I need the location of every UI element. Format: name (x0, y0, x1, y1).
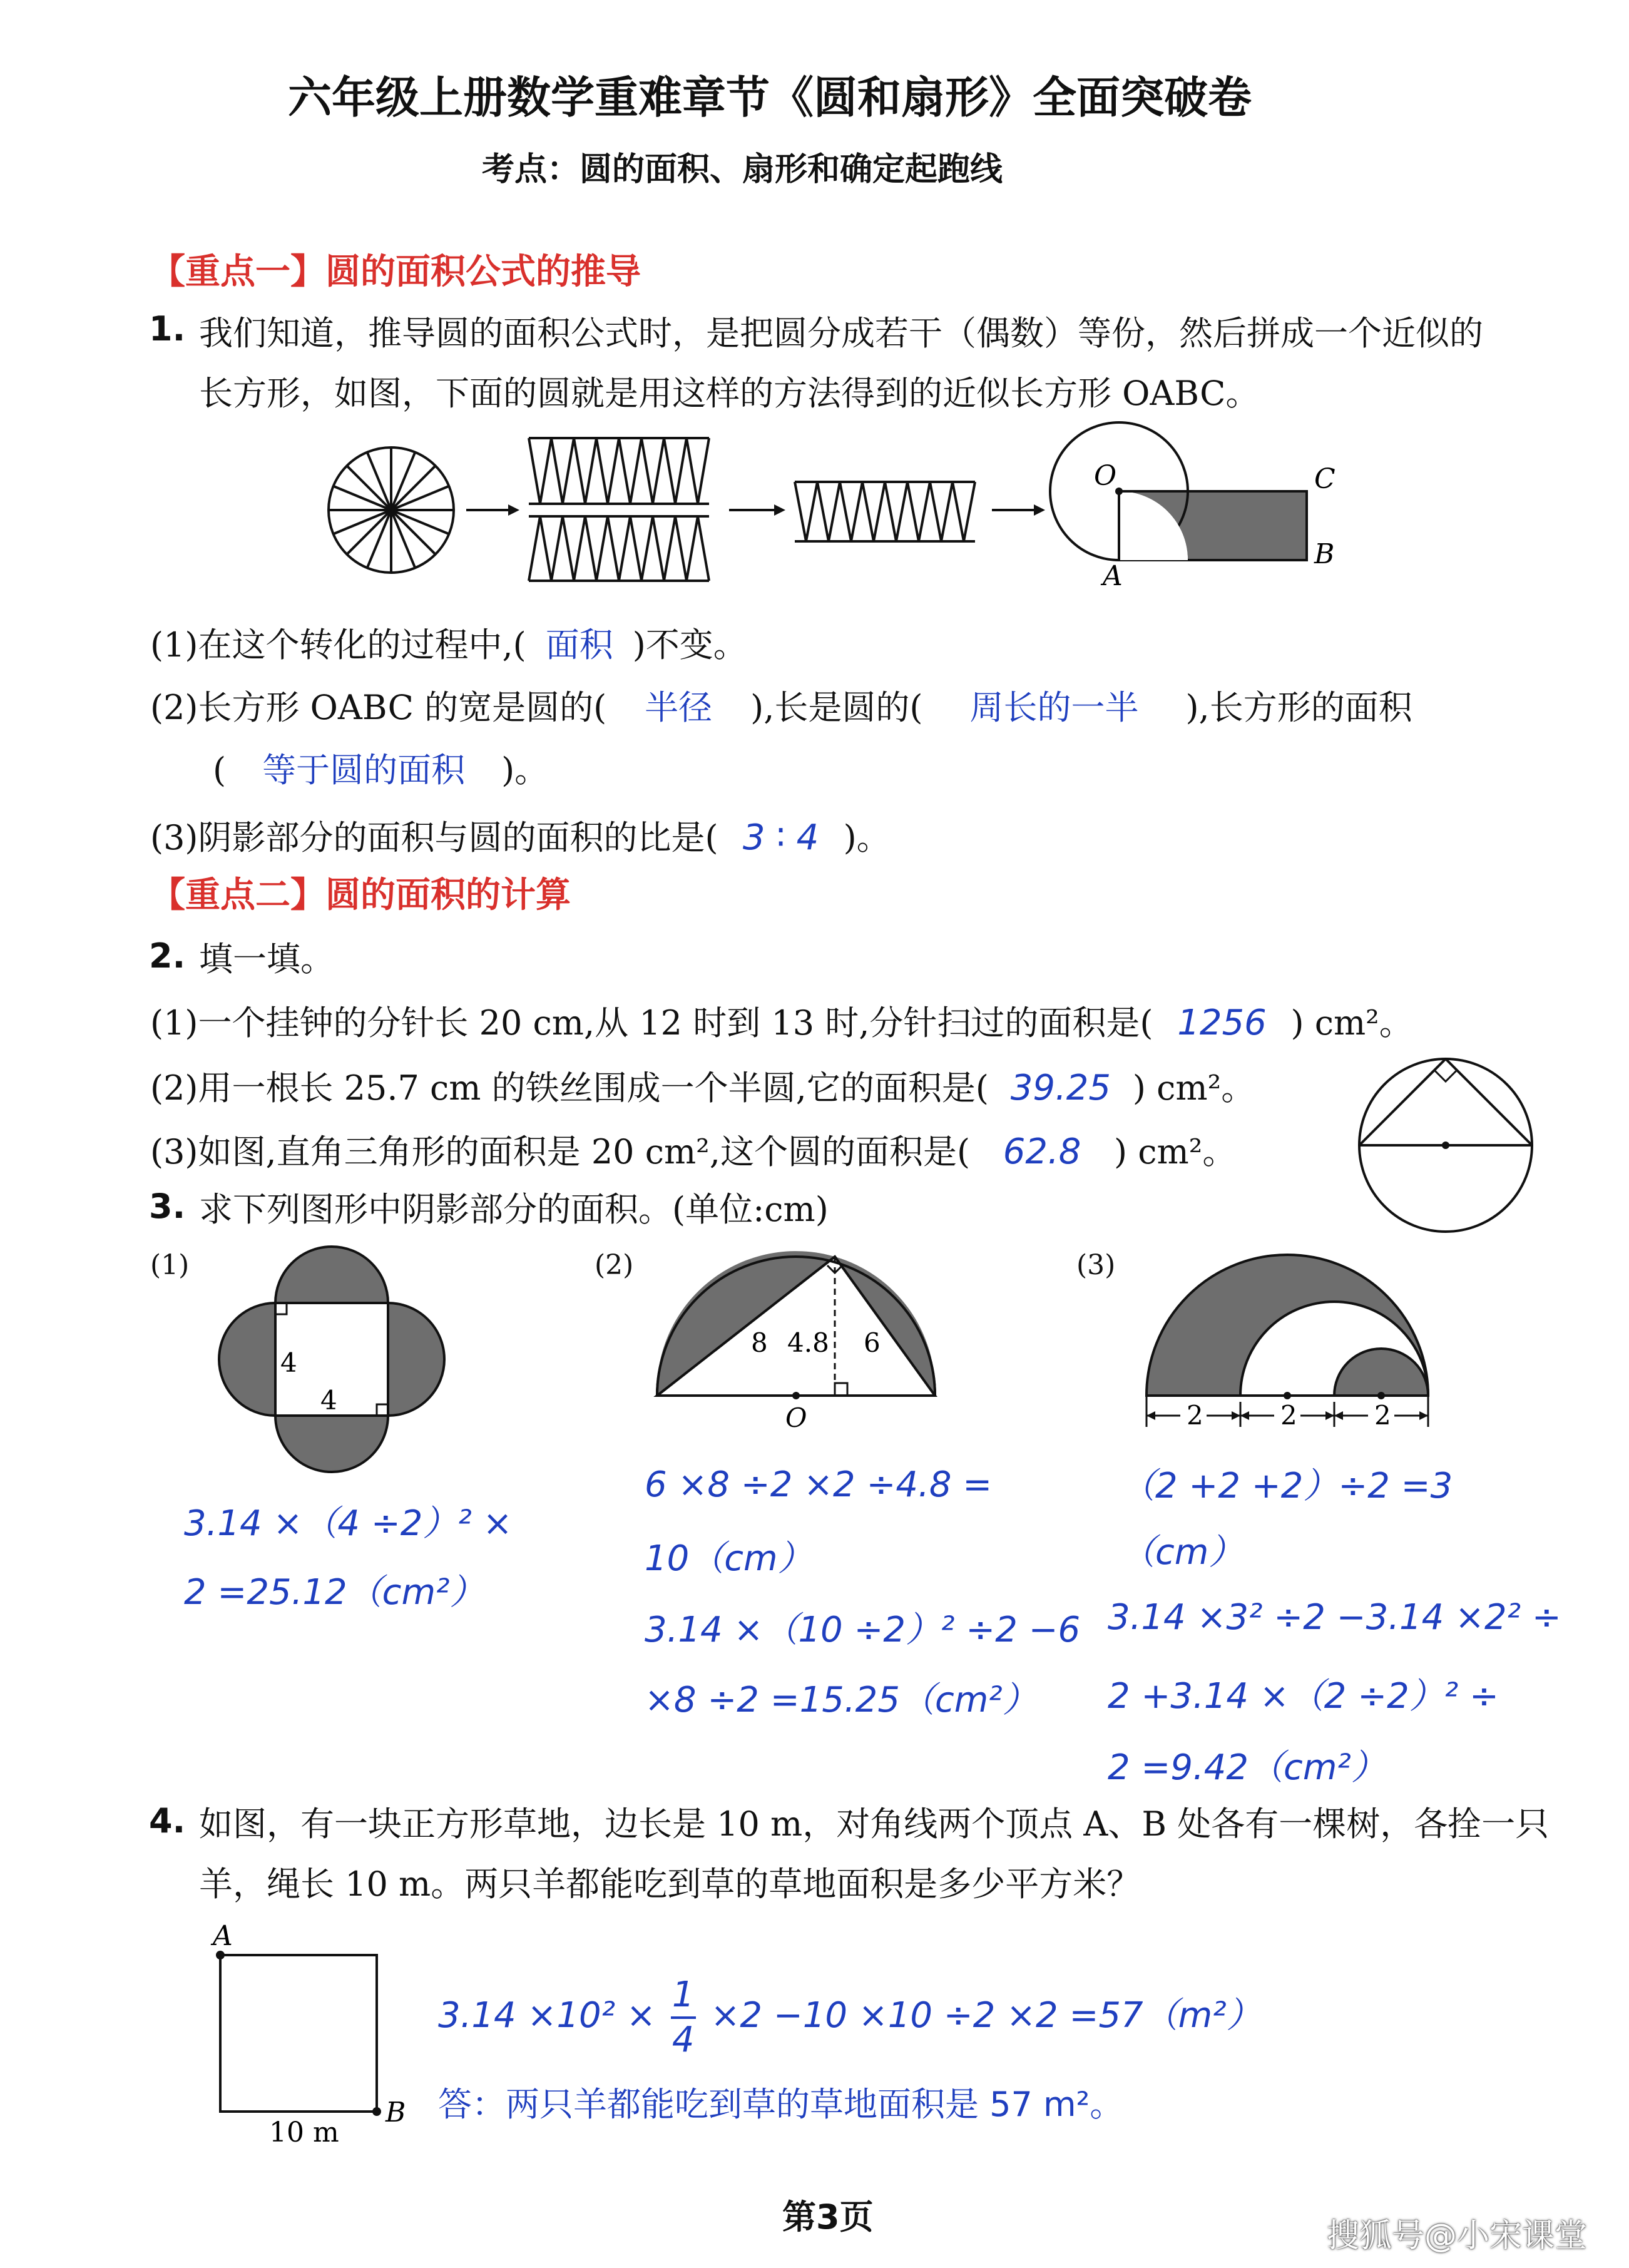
q1-p3-suffix: )。 (843, 818, 891, 857)
q1-part-3 (150, 811, 891, 859)
question-number-1: 1. (149, 309, 186, 349)
q3-fig3-label: (3) (1076, 1249, 1116, 1281)
sector-strip (529, 438, 709, 504)
q2-p2-suffix: ) cm²。 (1132, 1068, 1255, 1108)
fig1-side-left: 4 (280, 1347, 297, 1378)
q1-part-2 (150, 681, 1412, 729)
question-2-text: 填一填。 (199, 939, 334, 979)
fig3-dim-2: 2 (1280, 1400, 1297, 1431)
q2-p2-prefix: (2)用一根长 25.7 cm 的铁丝围成一个半圆,它的面积是( (150, 1068, 989, 1108)
q3-f1-answer-line-2: 2 =25.12（cm²） (184, 1572, 485, 1613)
q3-f3-answer-line-2: （cm） (1120, 1532, 1244, 1573)
q2-part-1 (150, 996, 1413, 1045)
sector-line (347, 510, 391, 554)
q3-f3-answer-line-4: 2 +3.14 ×（2 ÷2）² ÷ (1108, 1676, 1499, 1717)
q1-p2-answer-3: 等于圆的面积 (262, 750, 466, 790)
q1-p1-suffix: )不变。 (632, 625, 747, 665)
q1-p2-suffix: ),长方形的面积 (1185, 688, 1412, 727)
q4-calc-b: ×2 −10 ×10 ÷2 ×2 =57（m²） (710, 1995, 1262, 2036)
fig2-height: 4.8 (787, 1327, 829, 1358)
page-title: 六年级上册数学重难章节《圆和扇形》全面突破卷 (288, 72, 1252, 123)
question-number-4: 4. (149, 1801, 186, 1841)
section-heading-1: 【重点一】圆的面积公式的推导 (150, 252, 641, 292)
q2-part-3 (150, 1125, 1236, 1173)
q3-fig2-label: (2) (595, 1249, 634, 1281)
q1-p2-line2-prefix: ( (213, 750, 227, 790)
q1-p3-answer: 3 ∶ 4 (742, 817, 819, 858)
sector-strip (529, 516, 709, 581)
label-b: B (1314, 538, 1335, 570)
q4-calc-a: 3.14 ×10² × (438, 1995, 656, 2036)
question-3-text: 求下列图形中阴影部分的面积。(单位:cm) (199, 1190, 829, 1229)
sector-line (347, 466, 391, 510)
circle-right-triangle-figure (1339, 1051, 1552, 1239)
q2-p1-suffix: ) cm²。 (1290, 1003, 1413, 1043)
q1-part-1 (150, 618, 747, 667)
q4-final-answer: 答：两只羊都能吃到草的草地面积是 57 m²。 (438, 2085, 1124, 2124)
fig3-dim-1: 2 (1187, 1400, 1203, 1431)
q2-p3-answer: 62.8 (1003, 1131, 1081, 1172)
sector-strip (795, 482, 975, 541)
q1-p2-mid: ),长是圆的( (750, 688, 923, 727)
fig2-leg-b: 6 (864, 1327, 881, 1358)
sector-line (391, 510, 436, 554)
q1-part-2-line-2 (213, 743, 548, 792)
nested-semicircles-figure (1139, 1227, 1439, 1439)
q2-p1-prefix: (1)一个挂钟的分针长 20 cm,从 12 时到 13 时,分针扫过的面积是( (150, 1003, 1153, 1043)
semicircle-triangle-figure (645, 1245, 945, 1433)
q1-p2-answer-2: 周长的一半 (969, 688, 1139, 727)
q1-p2-answer-1: 半径 (645, 688, 713, 727)
section-heading-2: 【重点二】圆的面积的计算 (150, 875, 571, 916)
q3-f3-answer-line-3: 3.14 ×3² ÷2 −3.14 ×2² ÷ (1108, 1597, 1561, 1638)
page-number: 第3页 (782, 2197, 874, 2237)
watermark: 搜狐号@小宋课堂 (1327, 2217, 1588, 2255)
page-subtitle: 考点：圆的面积、扇形和确定起跑线 (482, 151, 1003, 188)
q1-p3-prefix: (3)阴影部分的面积与圆的面积的比是( (150, 818, 718, 857)
fraction-one-quarter (671, 1974, 696, 2060)
fig2-leg-a: 8 (751, 1327, 768, 1358)
sector-rows (529, 438, 709, 581)
fraction-denominator: 4 (672, 2020, 695, 2060)
question-1-line-2: 长方形，如图，下面的圆就是用这样的方法得到的近似长方形 OABC。 (199, 374, 1260, 413)
question-number-3: 3. (149, 1187, 186, 1226)
approx-rectangle (795, 482, 975, 541)
square-lawn-figure (200, 1915, 438, 2148)
label-c: C (1314, 463, 1335, 495)
q1-p2-prefix: (2)长方形 OABC 的宽是圆的( (150, 688, 607, 727)
fraction-numerator: 1 (672, 1974, 695, 2015)
q3-f2-answer-line-3: 3.14 ×（10 ÷2）² ÷2 −6 (645, 1610, 1081, 1650)
q2-p2-answer: 39.25 (1010, 1068, 1111, 1108)
q3-fig1-label: (1) (150, 1249, 190, 1281)
q3-f1-answer-line-1: 3.14 ×（4 ÷2）² × (184, 1503, 513, 1544)
circle-to-rectangle-figure (313, 419, 1377, 601)
question-number-2: 2. (149, 936, 186, 976)
label-side: 10 m (269, 2117, 339, 2148)
label-a: A (213, 1920, 233, 1952)
q2-part-2 (150, 1061, 1255, 1110)
q4-answer-calc (438, 1974, 1262, 2060)
label-b: B (386, 2097, 406, 2128)
question-4-line-2: 羊，绳长 10 m。两只羊都能吃到草的草地面积是多少平方米？ (199, 1864, 1141, 1904)
q1-p2-line2-suffix: )。 (501, 750, 549, 790)
question-4-line-1: 如图，有一块正方形草地，边长是 10 m，对角线两个顶点 A、B 处各有一棵树，各拴一只 (199, 1804, 1550, 1844)
sectored-circle (329, 447, 454, 573)
q3-f3-answer-line-1: （2 +2 +2）÷2 =3 (1120, 1466, 1453, 1506)
square-with-semicircles-figure (207, 1239, 457, 1489)
q2-p3-suffix: ) cm²。 (1114, 1132, 1237, 1172)
q2-p1-answer: 1256 (1177, 1003, 1267, 1043)
q1-p1-answer: 面积 (545, 625, 613, 665)
fig3-dim-3: 2 (1374, 1400, 1391, 1431)
q3-f2-answer-line-2: 10（cm） (645, 1538, 813, 1579)
q1-p1-prefix: (1)在这个转化的过程中,( (150, 625, 526, 665)
fig1-side-bottom: 4 (320, 1385, 337, 1416)
circle-rectangle-oabc (1050, 422, 1307, 560)
q3-f2-answer-line-4: ×8 ÷2 =15.25（cm²） (645, 1680, 1038, 1720)
label-a: A (1103, 560, 1123, 592)
q3-f2-answer-line-1: 6 ×8 ÷2 ×2 ÷4.8 = (645, 1464, 993, 1505)
label-o: O (1094, 460, 1117, 492)
fig2-center-o: O (785, 1402, 807, 1433)
q2-p3-prefix: (3)如图,直角三角形的面积是 20 cm²,这个圆的面积是( (150, 1132, 971, 1172)
question-1-line-1: 我们知道，推导圆的面积公式时，是把圆分成若干（偶数）等份，然后拼成一个近似的 (199, 314, 1483, 353)
q3-f3-answer-line-5: 2 =9.42（cm²） (1108, 1747, 1386, 1788)
sector-line (391, 466, 436, 510)
